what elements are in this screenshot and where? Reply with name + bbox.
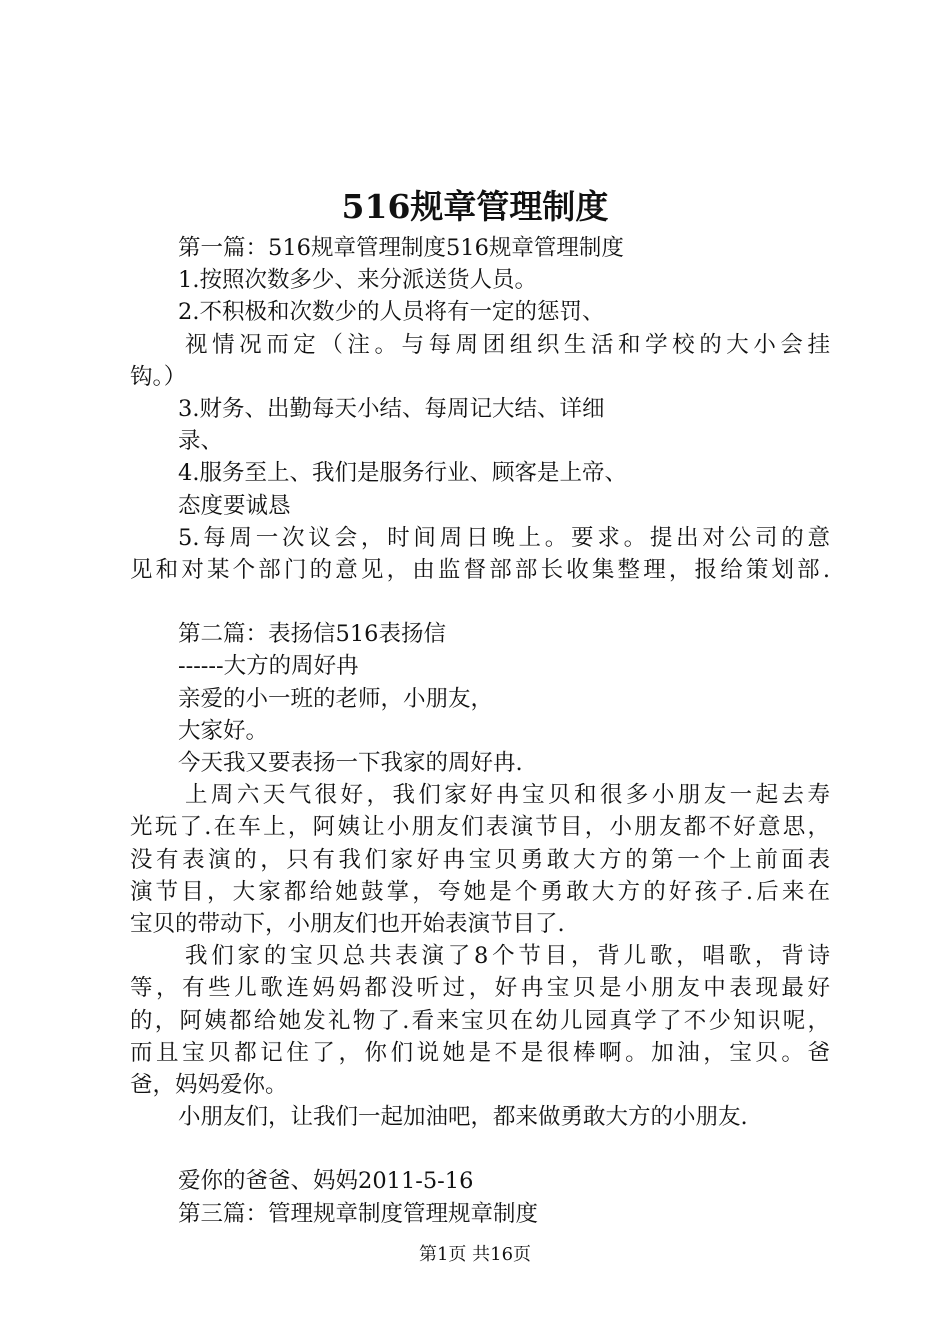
- document-title: 516规章管理制度: [341, 187, 609, 226]
- body-line: 没有表演的，只有我们家好冉宝贝勇敢大方的第一个上前面表: [130, 846, 830, 873]
- body-line: 亲爱的小一班的老师，小朋友，: [178, 685, 494, 712]
- body-line: 演节目，大家都给她鼓掌，夸她是个勇敢大方的好孩子.后来在: [130, 878, 830, 905]
- body-line: 而且宝贝都记住了，你们说她是不是很棒啊。加油，宝贝。爸: [130, 1039, 830, 1066]
- body-line: 视情况而定（注。与每周团组织生活和学校的大小会挂: [185, 331, 830, 358]
- body-line: 大家好。: [178, 717, 269, 744]
- body-line: 第三篇：管理规章制度管理规章制度: [178, 1200, 539, 1227]
- body-line: 4.服务至上、我们是服务行业、顾客是上帝、: [178, 460, 627, 487]
- body-line: 第一篇：516规章管理制度516规章管理制度: [178, 235, 624, 261]
- document-body: [130, 232, 830, 1230]
- page-footer: 第1页 共16页: [418, 1244, 532, 1265]
- body-line: 上周六天气很好，我们家好冉宝贝和很多小朋友一起去寿: [185, 782, 830, 809]
- body-line: 1.按照次数多少、来分派送货人员。: [178, 267, 537, 294]
- body-line: 宝贝的带动下，小朋友们也开始表演节目了.: [130, 910, 565, 937]
- body-line: 钩。）: [130, 363, 187, 390]
- body-line: 5.每周一次议会，时间周日晚上。要求。提出对公司的意: [178, 524, 830, 551]
- body-line: 爱你的爸爸、妈妈2011-5-16: [178, 1168, 474, 1195]
- body-line: 2.不积极和次数少的人员将有一定的惩罚、: [178, 299, 605, 326]
- body-line: 3.财务、出勤每天小结、每周记大结、详细: [178, 395, 605, 422]
- body-line: 第二篇：表扬信516表扬信: [178, 621, 446, 648]
- body-line: ------大方的周好冉: [178, 653, 359, 680]
- body-line: 爸，妈妈爱你。: [130, 1071, 288, 1098]
- body-line: 小朋友们，让我们一起加油吧，都来做勇敢大方的小朋友.: [178, 1104, 748, 1131]
- body-line: 录、: [178, 428, 224, 455]
- blank-line: [130, 586, 830, 618]
- body-line: 我们家的宝贝总共表演了8个节目，背儿歌，唱歌，背诗: [185, 943, 830, 970]
- blank-line: [130, 1133, 830, 1165]
- body-line: 等，有些儿歌连妈妈都没听过，好冉宝贝是小朋友中表现最好: [130, 975, 830, 1002]
- body-line: 今天我又要表扬一下我家的周好冉.: [178, 750, 523, 776]
- body-line: 的，阿姨都给她发礼物了.看来宝贝在幼儿园真学了不少知识呢，: [130, 1007, 830, 1034]
- body-line: 态度要诚恳: [178, 492, 291, 519]
- body-line: 见和对某个部门的意见，由监督部部长收集整理，报给策划部.: [130, 556, 830, 583]
- body-line: 光玩了.在车上，阿姨让小朋友们表演节目，小朋友都不好意思，: [130, 814, 830, 841]
